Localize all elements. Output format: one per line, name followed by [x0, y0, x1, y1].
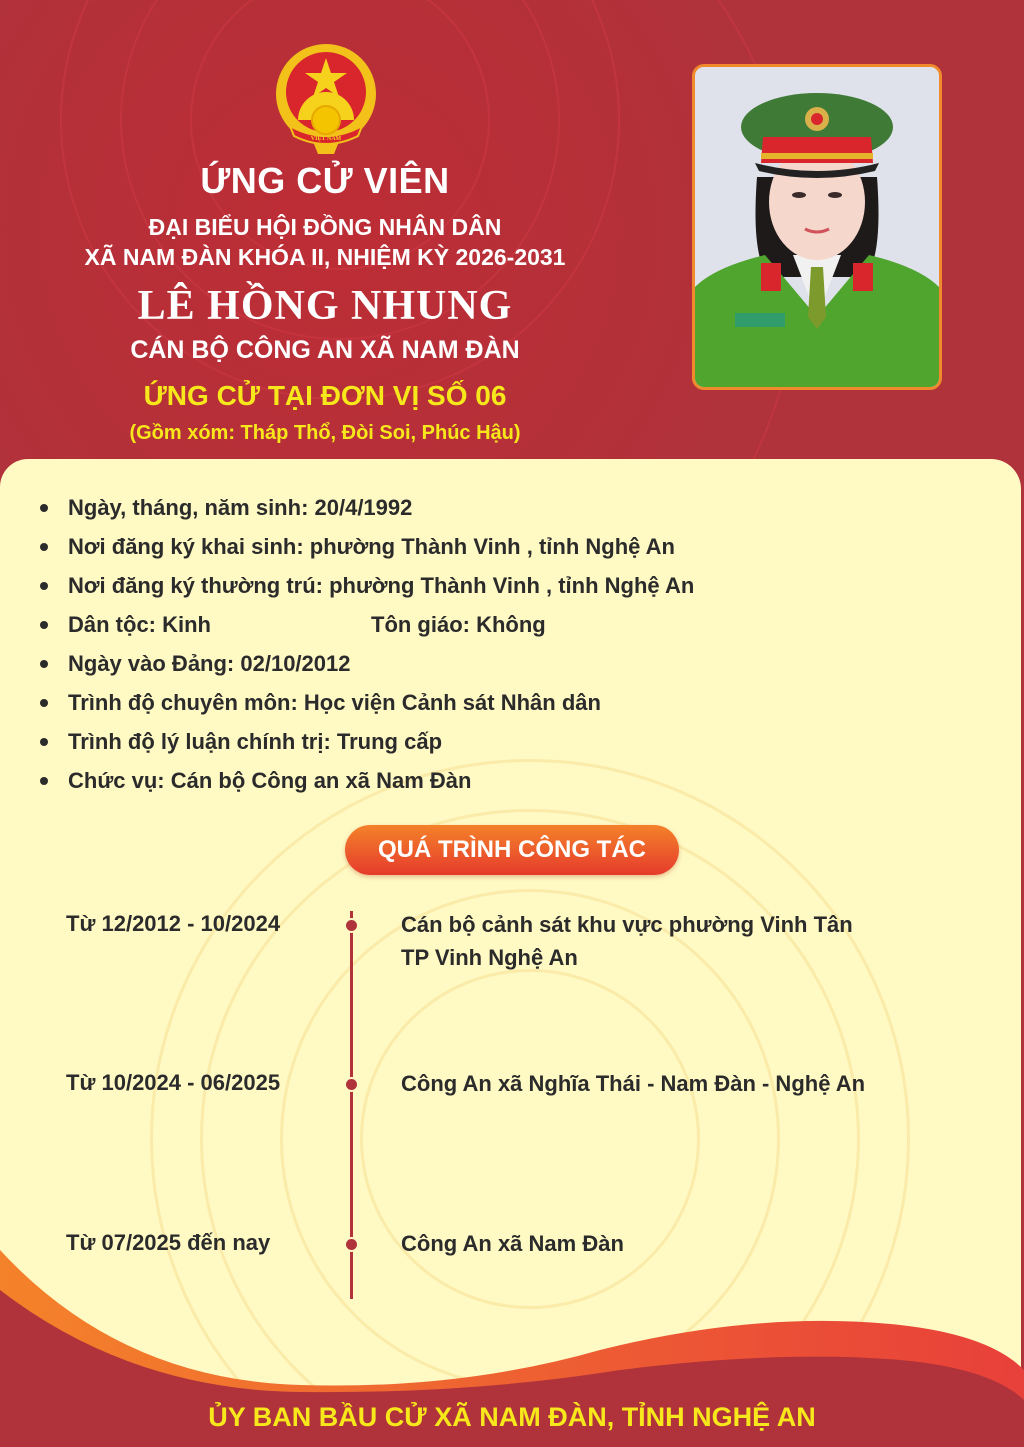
info-item-birth-registration: Nơi đăng ký khai sinh: phường Thành Vinh , tỉnh Nghệ An — [38, 534, 694, 573]
ethnicity: Dân tộc: Kinh — [68, 612, 211, 637]
info-item-professional-level: Trình độ chuyên môn: Học viện Cảnh sát Nhân dân — [38, 690, 694, 729]
info-item-permanent-residence: Nơi đăng ký thường trú: phường Thành Vinh , tỉnh Nghệ An — [38, 573, 694, 612]
candidate-role: CÁN BỘ CÔNG AN XÃ NAM ĐÀN — [130, 336, 520, 364]
timeline-description: Cán bộ cảnh sát khu vực phường Vinh Tân TP Vinh Nghệ An — [401, 912, 853, 970]
electoral-unit: ỨNG CỬ TẠI ĐƠN VỊ SỐ 06 — [143, 380, 507, 411]
timeline-period: Từ 07/2025 đến nay — [66, 1230, 271, 1255]
personal-info-list — [38, 495, 694, 807]
info-item-ethnicity-religion — [38, 612, 694, 651]
info-item-party-join-date: Ngày vào Đảng: 02/10/2012 — [38, 651, 694, 690]
bullet-icon — [40, 699, 48, 707]
info-item-political-theory: Trình độ lý luận chính trị: Trung cấp — [38, 729, 694, 768]
title-subtitle-line2: XÃ NAM ĐÀN KHÓA II, NHIỆM KỲ 2026-2031 — [84, 244, 566, 270]
timeline-period: Từ 10/2024 - 06/2025 — [66, 1070, 281, 1095]
title-subtitle-line1: ĐẠI BIỂU HỘI ĐỒNG NHÂN DÂN — [148, 214, 502, 240]
bullet-icon — [40, 543, 48, 551]
religion: Tôn giáo: Không — [371, 612, 546, 637]
bullet-icon — [40, 621, 48, 629]
timeline-dot-icon — [344, 1077, 359, 1092]
info-item-position: Chức vụ: Cán bộ Công an xã Nam Đàn — [38, 768, 694, 807]
bullet-icon — [40, 504, 48, 512]
timeline-dot-icon — [344, 918, 359, 933]
portrait-illustration — [695, 67, 939, 387]
bullet-icon — [40, 582, 48, 590]
electoral-unit-detail: (Gồm xóm: Tháp Thổ, Đòi Soi, Phúc Hậu) — [129, 422, 521, 444]
career-section-title: QUÁ TRÌNH CÔNG TÁC — [345, 825, 679, 875]
bullet-icon — [40, 738, 48, 746]
national-emblem-icon — [268, 40, 384, 156]
timeline-description: Công An xã Nghĩa Thái - Nam Đàn - Nghệ An — [401, 1071, 866, 1096]
bullet-icon — [40, 777, 48, 785]
candidate-name: LÊ HỒNG NHUNG — [137, 283, 513, 329]
timeline-period: Từ 12/2012 - 10/2024 — [66, 911, 281, 936]
timeline-description: Công An xã Nam Đàn — [401, 1231, 624, 1256]
page-title: ỨNG CỬ VIÊN — [200, 160, 450, 201]
bullet-icon — [40, 660, 48, 668]
info-item-birth-date: Ngày, tháng, năm sinh: 20/4/1992 — [38, 495, 694, 534]
candidate-photo — [692, 64, 942, 390]
svg-text:VIỆT NAM: VIỆT NAM — [310, 136, 342, 142]
footer-organization: ỦY BAN BẦU CỬ XÃ NAM ĐÀN, TỈNH NGHỆ AN — [208, 1402, 816, 1432]
